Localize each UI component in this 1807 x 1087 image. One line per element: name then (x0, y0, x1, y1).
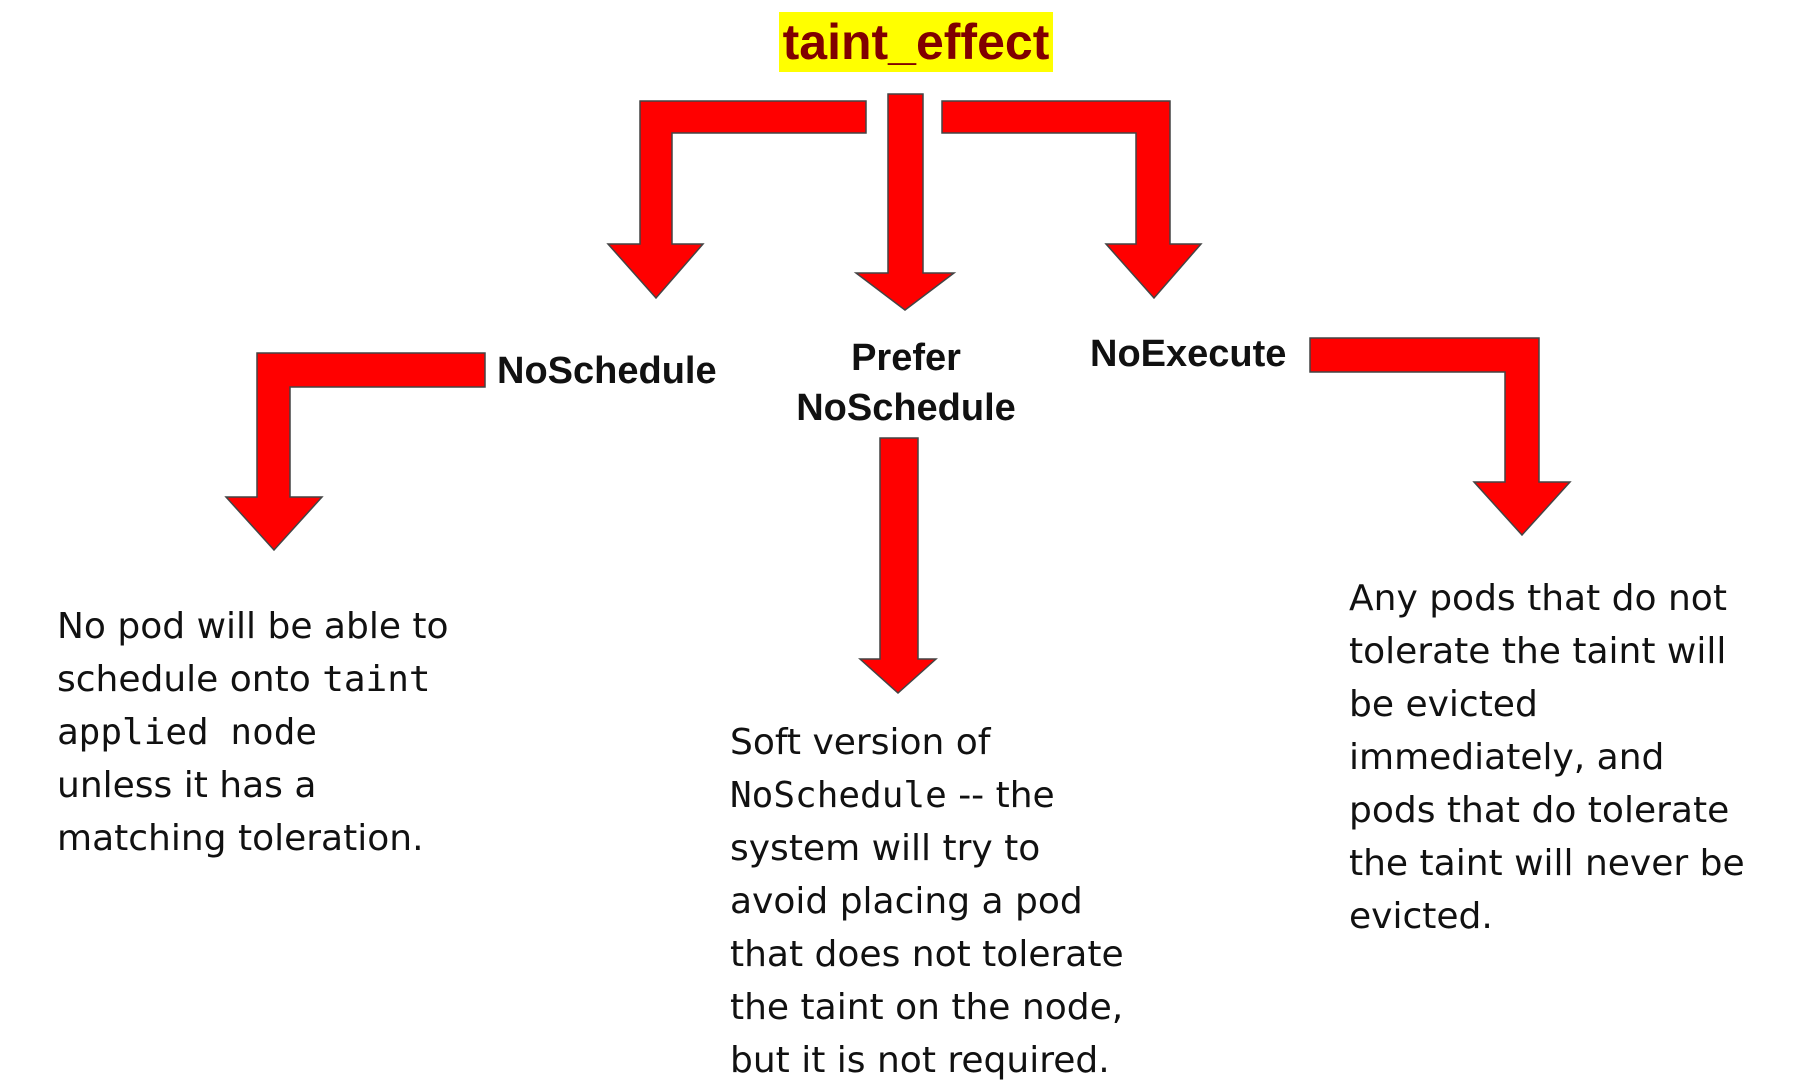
code-text: applied node (57, 712, 318, 753)
description-text: the taint will never be (1349, 843, 1745, 884)
arrow-to-noexecute (942, 101, 1201, 298)
description-line (730, 716, 1124, 769)
description-text: avoid placing a pod (730, 881, 1083, 922)
description-text: pods that do tolerate (1349, 790, 1730, 831)
description-text: tolerate the taint will (1349, 631, 1727, 672)
description-line (730, 981, 1124, 1034)
arrow-noschedule-description (226, 353, 485, 550)
effect-label-prefer-line: NoSchedule (796, 387, 1016, 429)
code-text: taint (322, 659, 431, 700)
description-text: -- the (946, 775, 1055, 816)
effect-label-prefer-noschedule (786, 333, 1026, 433)
description-line (730, 769, 1124, 822)
description-line (730, 1034, 1124, 1087)
description-line (57, 600, 449, 653)
description-line (1349, 837, 1745, 890)
prefer-noschedule-description (730, 716, 1124, 1087)
description-text: the taint on the node, (730, 987, 1124, 1028)
description-line (1349, 890, 1745, 943)
description-line (730, 875, 1124, 928)
noschedule-description (57, 600, 449, 865)
description-line (1349, 784, 1745, 837)
description-line (1349, 572, 1745, 625)
arrow-to-prefer-noschedule (856, 94, 954, 310)
effect-label-noexecute: NoExecute (1090, 333, 1287, 375)
description-text: evicted. (1349, 896, 1493, 937)
arrow-to-noschedule (608, 101, 866, 298)
description-line (57, 653, 449, 706)
description-text: that does not tolerate (730, 934, 1124, 975)
noexecute-description (1349, 572, 1745, 943)
description-text: Soft version of (730, 722, 991, 763)
arrow-prefer-description (860, 438, 936, 693)
description-line (57, 812, 449, 865)
diagram-title: taint_effect (779, 12, 1053, 72)
description-text: schedule onto (57, 659, 323, 700)
effect-label-prefer-line: Prefer (851, 337, 961, 379)
description-line (1349, 678, 1745, 731)
description-line (730, 928, 1124, 981)
description-text: but it is not required. (730, 1040, 1110, 1081)
description-line (57, 706, 449, 759)
description-text: No pod will be able to (57, 606, 449, 647)
description-text: system will try to (730, 828, 1041, 869)
description-line (1349, 731, 1745, 784)
effect-label-noschedule: NoSchedule (497, 350, 717, 392)
code-text: NoSchedule (730, 775, 947, 816)
arrow-noexecute-description (1310, 338, 1570, 535)
description-text: unless it has a (57, 765, 317, 806)
description-text: matching toleration. (57, 818, 424, 859)
description-text: Any pods that do not (1349, 578, 1727, 619)
description-line (730, 822, 1124, 875)
description-text: be evicted (1349, 684, 1538, 725)
description-text: immediately, and (1349, 737, 1665, 778)
description-line (57, 759, 449, 812)
description-line (1349, 625, 1745, 678)
